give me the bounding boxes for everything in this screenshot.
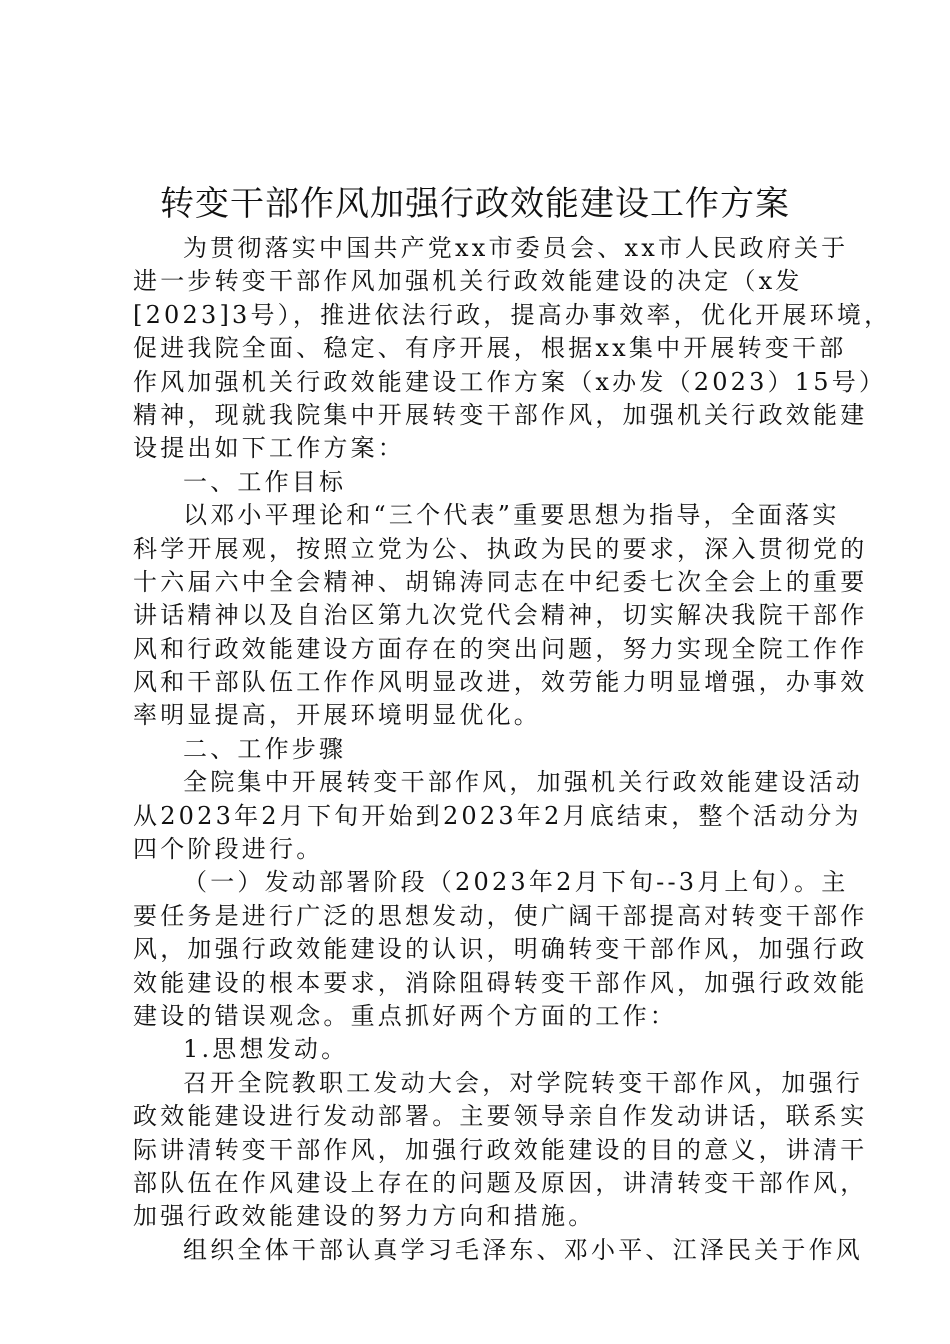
text-line: 部队伍在作风建设上存在的问题及原因，讲清转变干部作风，: [133, 1168, 868, 1197]
text-line: 作风加强机关行政效能建设工作方案（x办发（2023）15号）: [133, 367, 887, 396]
document-body: [133, 232, 892, 1267]
document-title: 转变干部作风加强行政效能建设工作方案: [160, 184, 790, 224]
text-line: 进一步转变干部作风加强机关行政效能建设的决定（x发: [133, 267, 803, 296]
text-line: 效能建设的根本要求，消除阻碍转变干部作风，加强行政效能: [133, 968, 868, 997]
text-line: 加强行政效能建设的努力方向和措施。: [133, 1202, 596, 1231]
text-line: 四个阶段进行。: [133, 835, 324, 864]
text-line: 促进我院全面、稳定、有序开展，根据xx集中开展转变干部: [133, 334, 847, 363]
text-line: 讲话精神以及自治区第九次党代会精神，切实解决我院干部作: [133, 601, 868, 630]
paragraph-start-line: 为贯彻落实中国共产党xx市委员会、xx市人民政府关于: [183, 234, 849, 262]
paragraph-start-line: 以邓小平理论和“三个代表”重要思想为指导，全面落实: [183, 501, 840, 530]
text-line: 科学开展观，按照立党为公、执政为民的要求，深入贯彻党的: [133, 534, 868, 563]
text-line: 风和干部队伍工作作风明显改进，效劳能力明显增强，办事效: [133, 668, 868, 697]
text-line: 率明显提高，开展环境明显优化。: [133, 701, 541, 730]
paragraph-start-line: 组织全体干部认真学习毛泽东、邓小平、江泽民关于作风: [183, 1235, 863, 1264]
paragraph-start-line: 一、工作目标: [183, 467, 347, 496]
text-line: 十六届六中全会精神、胡锦涛同志在中纪委七次全会上的重要: [133, 567, 868, 596]
text-line: 际讲清转变干部作风，加强行政效能建设的目的意义，讲清干: [133, 1135, 868, 1164]
text-line: [2023]3号），推进依法行政，提高办事效率，优化开展环境，: [133, 300, 892, 329]
paragraph-start-line: 1.思想发动。: [183, 1035, 349, 1064]
text-line: 建设的错误观念。重点抓好两个方面的工作：: [133, 1001, 677, 1030]
text-line: 政效能建设进行发动部署。主要领导亲自作发动讲话，联系实: [133, 1102, 868, 1131]
text-line: 风和行政效能建设方面存在的突出问题，努力实现全院工作作: [133, 634, 868, 663]
paragraph-start-line: （一）发动部署阶段（2023年2月下旬--3月上旬）。主: [183, 868, 849, 897]
text-line: 精神，现就我院集中开展转变干部作风，加强机关行政效能建: [133, 400, 868, 429]
text-line: 风，加强行政效能建设的认识，明确转变干部作风，加强行政: [133, 935, 868, 964]
paragraph-start-line: 召开全院教职工发动大会，对学院转变干部作风，加强行: [183, 1068, 863, 1097]
text-line: 要任务是进行广泛的思想发动，使广阔干部提高对转变干部作: [133, 901, 868, 930]
text-line: 从2023年2月下旬开始到2023年2月底结束，整个活动分为: [133, 801, 862, 830]
paragraph-start-line: 二、工作步骤: [183, 734, 347, 763]
paragraph-start-line: 全院集中开展转变干部作风，加强机关行政效能建设活动: [183, 768, 863, 797]
text-line: 设提出如下工作方案：: [133, 434, 405, 463]
